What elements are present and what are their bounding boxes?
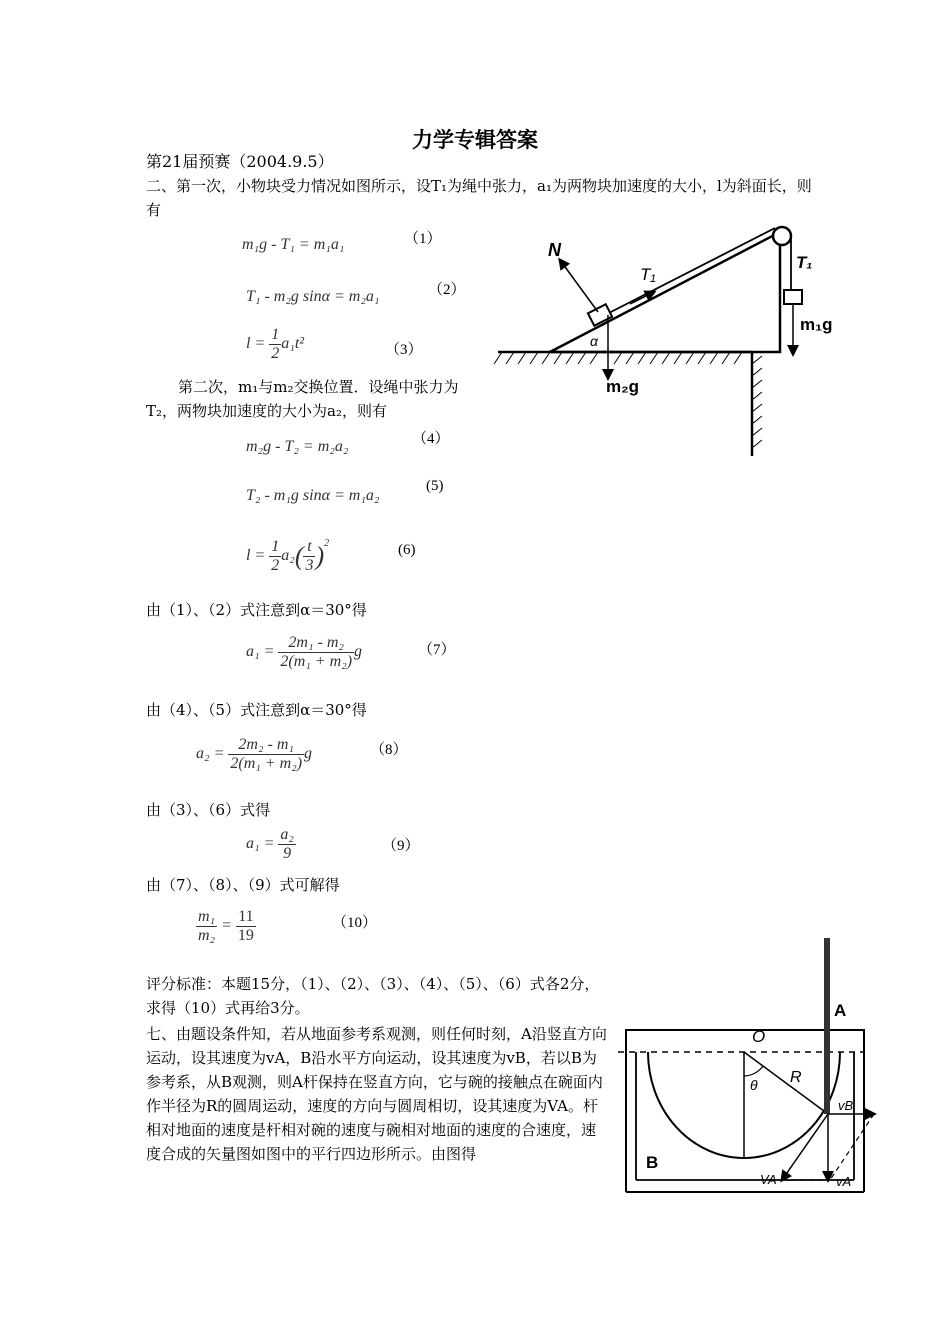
label-vB: vB <box>838 1098 854 1113</box>
rope-incline <box>605 228 775 315</box>
equation-number-6: (6) <box>398 542 416 558</box>
label-vA: vA <box>836 1174 852 1189</box>
label-alpha: α <box>590 333 598 349</box>
equation-6: l = $\frac{1}{2}$ a₂( $\frac{t}{3}$ )$^2$ <box>246 538 330 574</box>
equation-1: m₁g - T₁ = m₁a₁ <box>242 236 345 253</box>
page-title: 力学专辑答案 <box>412 128 538 152</box>
ground-hatching <box>494 352 742 364</box>
equation-number-3: （3） <box>385 342 423 358</box>
equation-number-2: （2） <box>428 282 466 298</box>
equation-number-4: （4） <box>412 431 450 447</box>
problem2-second-intro: 第二次，m₁与m₂交换位置．设绳中张力为T₂，两物块加速度的大小为a₂，则有 <box>146 378 459 420</box>
label-T1-incline: T₁ <box>640 265 656 284</box>
equation-4: m₂g - T₂ = m₂a₂ <box>246 438 349 455</box>
normal-force-arrow <box>560 260 598 312</box>
equation-7: a₁ = $\frac{\text{2m₁ - m₂}}{\text{2(m₁ + m₂)}}$ g <box>246 634 363 670</box>
equation-8: a₂ = $\frac{\text{2m₂ - m₁}}{\text{2(m₁ + m₂)}}$ g <box>196 736 313 772</box>
problem7-text: 七、由题设条件知，若从地面参考系观测，则任何时刻，A沿竖直方向运动，设其速度为vA，B沿水平方向运动，设其速度为vB，若以B为参考系，从B观测，则A杆保持在竖直方向，它与碗的接触点在碗面内作半径为R的圆周运动，速度的方向与圆周相切，设其速度为VA。杆相对地面的速度是杆相对碗的速度与碗相对地面的速度的合速度，速度合成的矢量图如图中的平行四边形所示。由图得 <box>146 1025 607 1163</box>
equation-number-9: （9） <box>382 838 420 854</box>
equation-number-5: (5) <box>426 478 444 494</box>
equation-number-8: （8） <box>370 742 408 758</box>
block-m1 <box>784 290 802 304</box>
equation-number-10: （10） <box>332 915 378 931</box>
step-10-text: 由（7）、（8）、（9）式可解得 <box>146 876 340 894</box>
equation-number-1: （1） <box>404 231 442 247</box>
scoring-note: 评分标准：本题15分，（1）、（2）、（3）、（4）、（5）、（6）式各2分，求得（10）式再给3分。 <box>146 975 600 1017</box>
step-8-text: 由（4）、（5）式注意到α＝30°得 <box>146 701 367 719</box>
equation-3: l = $\frac{1}{2}$ a₁t² <box>246 326 305 362</box>
label-A: A <box>834 1001 847 1020</box>
label-m1g: m₁g <box>800 315 833 334</box>
wall-hatching <box>752 356 762 448</box>
step-9-text: 由（3）、（6）式得 <box>146 801 271 819</box>
problem2-intro: 二、第一次，小物块受力情况如图所示，设T₁为绳中张力，a₁为两物块加速度的大小，l为斜面长，则有 <box>146 177 812 219</box>
label-N: N <box>548 240 561 260</box>
section-heading: 第21届预赛（2004.9.5） <box>146 152 334 171</box>
tension-arrow-incline <box>630 292 654 304</box>
label-O: O <box>752 1027 766 1046</box>
label-VA: VA <box>760 1172 777 1187</box>
incline-pulley-figure <box>490 220 850 460</box>
theta-arc <box>744 1066 763 1076</box>
equation-9: a₁ = $\frac{\text{a₂}}{9}$ <box>246 826 294 862</box>
incline <box>550 232 780 352</box>
pulley <box>773 227 791 245</box>
rod-A <box>824 938 830 1114</box>
equation-number-7: （7） <box>418 642 456 658</box>
label-T1-right: T₁ <box>796 253 813 272</box>
step-7-text: 由（1）、（2）式注意到α＝30°得 <box>146 601 367 619</box>
label-R: R <box>790 1069 802 1086</box>
parallelogram-side <box>830 1114 874 1180</box>
label-B: B <box>646 1153 659 1172</box>
equation-2: T₁ - m₂g sinα = m₂a₁ <box>246 288 380 305</box>
label-theta: θ <box>750 1077 758 1093</box>
equation-10: $\frac{\text{m₁}}{\text{m₂}}$ = $\frac{11}{19}$ <box>198 908 254 944</box>
equation-5: T₂ - m₁g sinα = m₁a₂ <box>246 487 380 504</box>
label-m2g: m₂g <box>606 377 640 396</box>
velocity-VA-arrow <box>782 1114 828 1180</box>
bowl-rod-figure <box>618 936 888 1198</box>
